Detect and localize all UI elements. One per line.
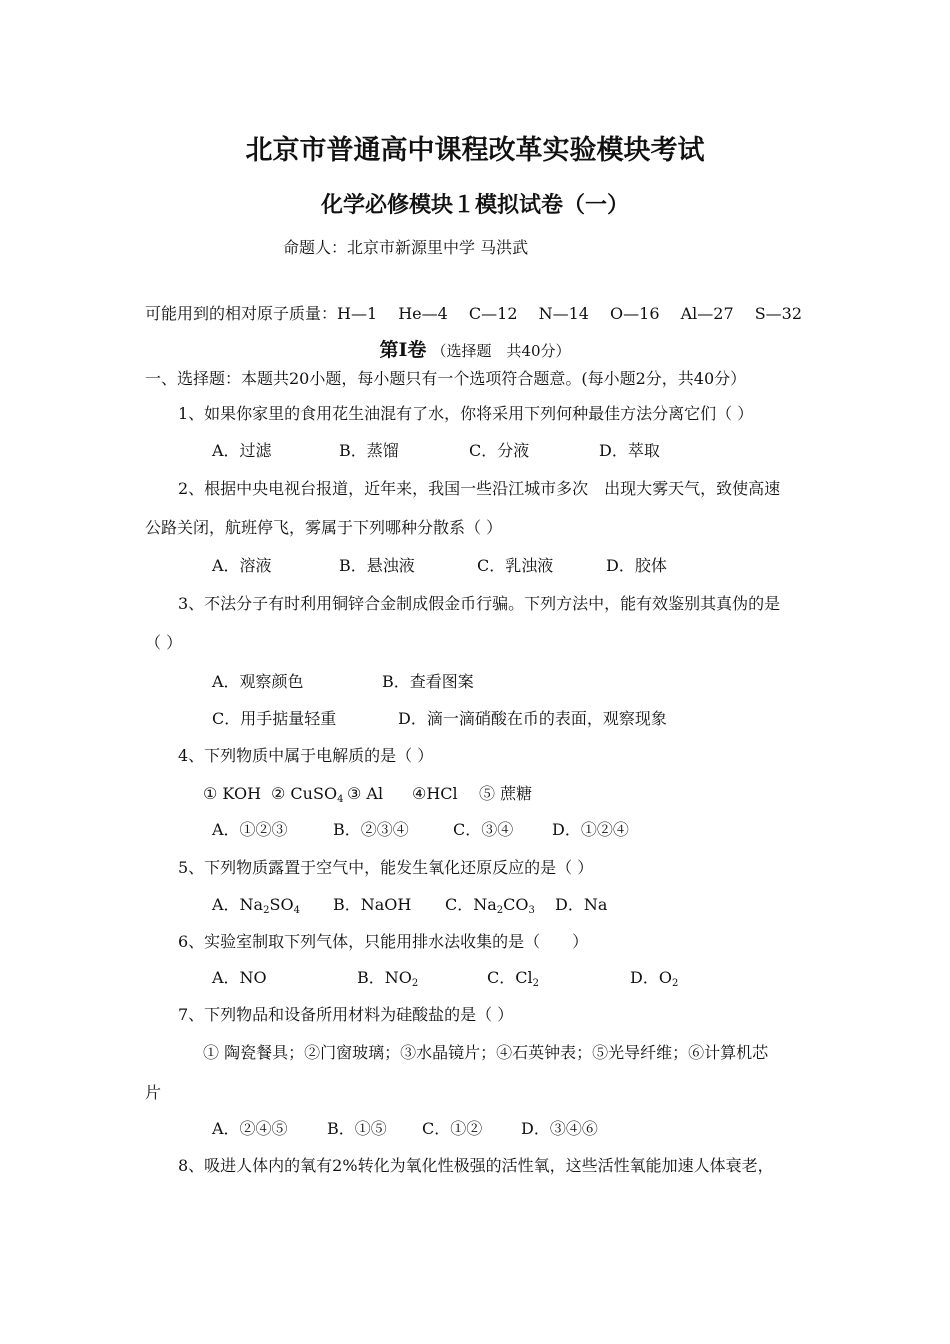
option-c: C．用手掂量轻重 — [212, 709, 337, 728]
option-b: B．①⑤ — [327, 1119, 387, 1138]
question-1-options — [212, 441, 660, 461]
option-d: D．胶体 — [606, 556, 667, 575]
option-b: B．蒸馏 — [339, 441, 399, 460]
item-4: ④HCl — [412, 784, 458, 803]
option-a: A．NO — [212, 968, 267, 987]
question-7-stem: 7、下列物品和设备所用材料为硅酸盐的是（ ） — [178, 1005, 514, 1024]
question-5-options — [212, 895, 607, 915]
option-a: A．$Na_2SO_4$ — [212, 895, 300, 916]
volume-heading — [0, 340, 950, 361]
question-6-stem: 6、实验室制取下列气体，只能用排水法收集的是（ ） — [178, 932, 589, 951]
option-d: D．$O_2$ — [630, 968, 679, 989]
item-3: ③ Al — [347, 784, 384, 803]
section-instructions: 一、选择题：本题共20小题，每小题只有一个选项符合题意。(每小题2分，共40分） — [145, 369, 747, 388]
option-a: A．溶液 — [212, 556, 272, 575]
question-5-stem: 5、下列物质露置于空气中，能发生氧化还原反应的是（ ） — [178, 858, 594, 877]
question-1-stem: 1、如果你家里的食用花生油混有了水，你将采用下列何种最佳方法分离它们（ ） — [178, 404, 754, 423]
option-b: B．$NO_2$ — [357, 968, 419, 989]
question-7-options — [212, 1119, 598, 1139]
author-line: 命题人：北京市新源里中学 马洪武 — [283, 238, 529, 257]
question-4-stem: 4、下列物质中属于电解质的是（ ） — [178, 746, 434, 765]
question-4-items — [203, 784, 532, 804]
item-5: ⑤ 蔗糖 — [479, 784, 533, 803]
option-d: D．Na — [555, 895, 608, 914]
option-d: D．①②④ — [552, 820, 629, 839]
atomic-mass-line: 可能用到的相对原子质量：H—1 He—4 C—12 N—14 O—16 Al—27 S—32 — [145, 304, 803, 323]
question-3-stem-line1: 3、不法分子有时利用铜锌合金制成假金币行骗。下列方法中，能有效鉴别其真伪的是 — [178, 594, 781, 613]
option-b: B．悬浊液 — [339, 556, 415, 575]
option-a: A．观察颜色 — [212, 672, 304, 691]
option-a: A．过滤 — [212, 441, 272, 460]
volume-note: （选择题 共40分） — [431, 342, 571, 360]
option-c: C．③④ — [453, 820, 514, 839]
question-2-options — [212, 556, 667, 576]
exam-title: 北京市普通高中课程改革实验模块考试 — [245, 135, 705, 166]
option-b: B．②③④ — [333, 820, 409, 839]
option-b: B．查看图案 — [382, 672, 474, 691]
option-a: A．①②③ — [212, 820, 288, 839]
option-a: A．②④⑤ — [212, 1119, 288, 1138]
option-c: C．①② — [422, 1119, 483, 1138]
item-2: ② CuSO$_4$ — [271, 784, 344, 805]
option-b: B．NaOH — [333, 895, 412, 914]
question-3-stem-line2: （ ） — [145, 633, 183, 652]
option-d: D．③④⑥ — [521, 1119, 598, 1138]
question-3-options-row2 — [212, 709, 667, 729]
question-4-options — [212, 820, 629, 840]
question-7-items-line2: 片 — [145, 1083, 162, 1102]
question-8-stem-line1: 8、吸进人体内的氧有2%转化为氧化性极强的活性氧，这些活性氧能加速人体衰老， — [178, 1156, 774, 1175]
question-7-items-line1: ① 陶瓷餐具；②门窗玻璃；③水晶镜片；④石英钟表；⑤光导纤维；⑥计算机芯 — [203, 1043, 769, 1062]
option-d: D．滴一滴硝酸在币的表面，观察现象 — [398, 709, 667, 728]
question-2-stem-line1: 2、根据中央电视台报道，近年来，我国一些沿江城市多次 出现大雾天气，致使高速 — [178, 479, 781, 498]
exam-subtitle: 化学必修模块１模拟试卷（一） — [320, 192, 629, 218]
question-2-stem-line2: 公路关闭，航班停飞，雾属于下列哪种分散系（ ） — [145, 518, 503, 537]
item-1: ① KOH — [203, 784, 262, 803]
question-3-options-row1 — [212, 672, 474, 692]
option-d: D．萃取 — [599, 441, 660, 460]
option-c: C．分液 — [469, 441, 530, 460]
option-c: C．乳浊液 — [477, 556, 554, 575]
volume-name: 第Ⅰ卷 — [379, 339, 427, 361]
option-c: C．$Na_2CO_3$ — [445, 895, 535, 916]
option-c: C．$Cl_2$ — [487, 968, 539, 989]
question-6-options — [212, 968, 678, 988]
